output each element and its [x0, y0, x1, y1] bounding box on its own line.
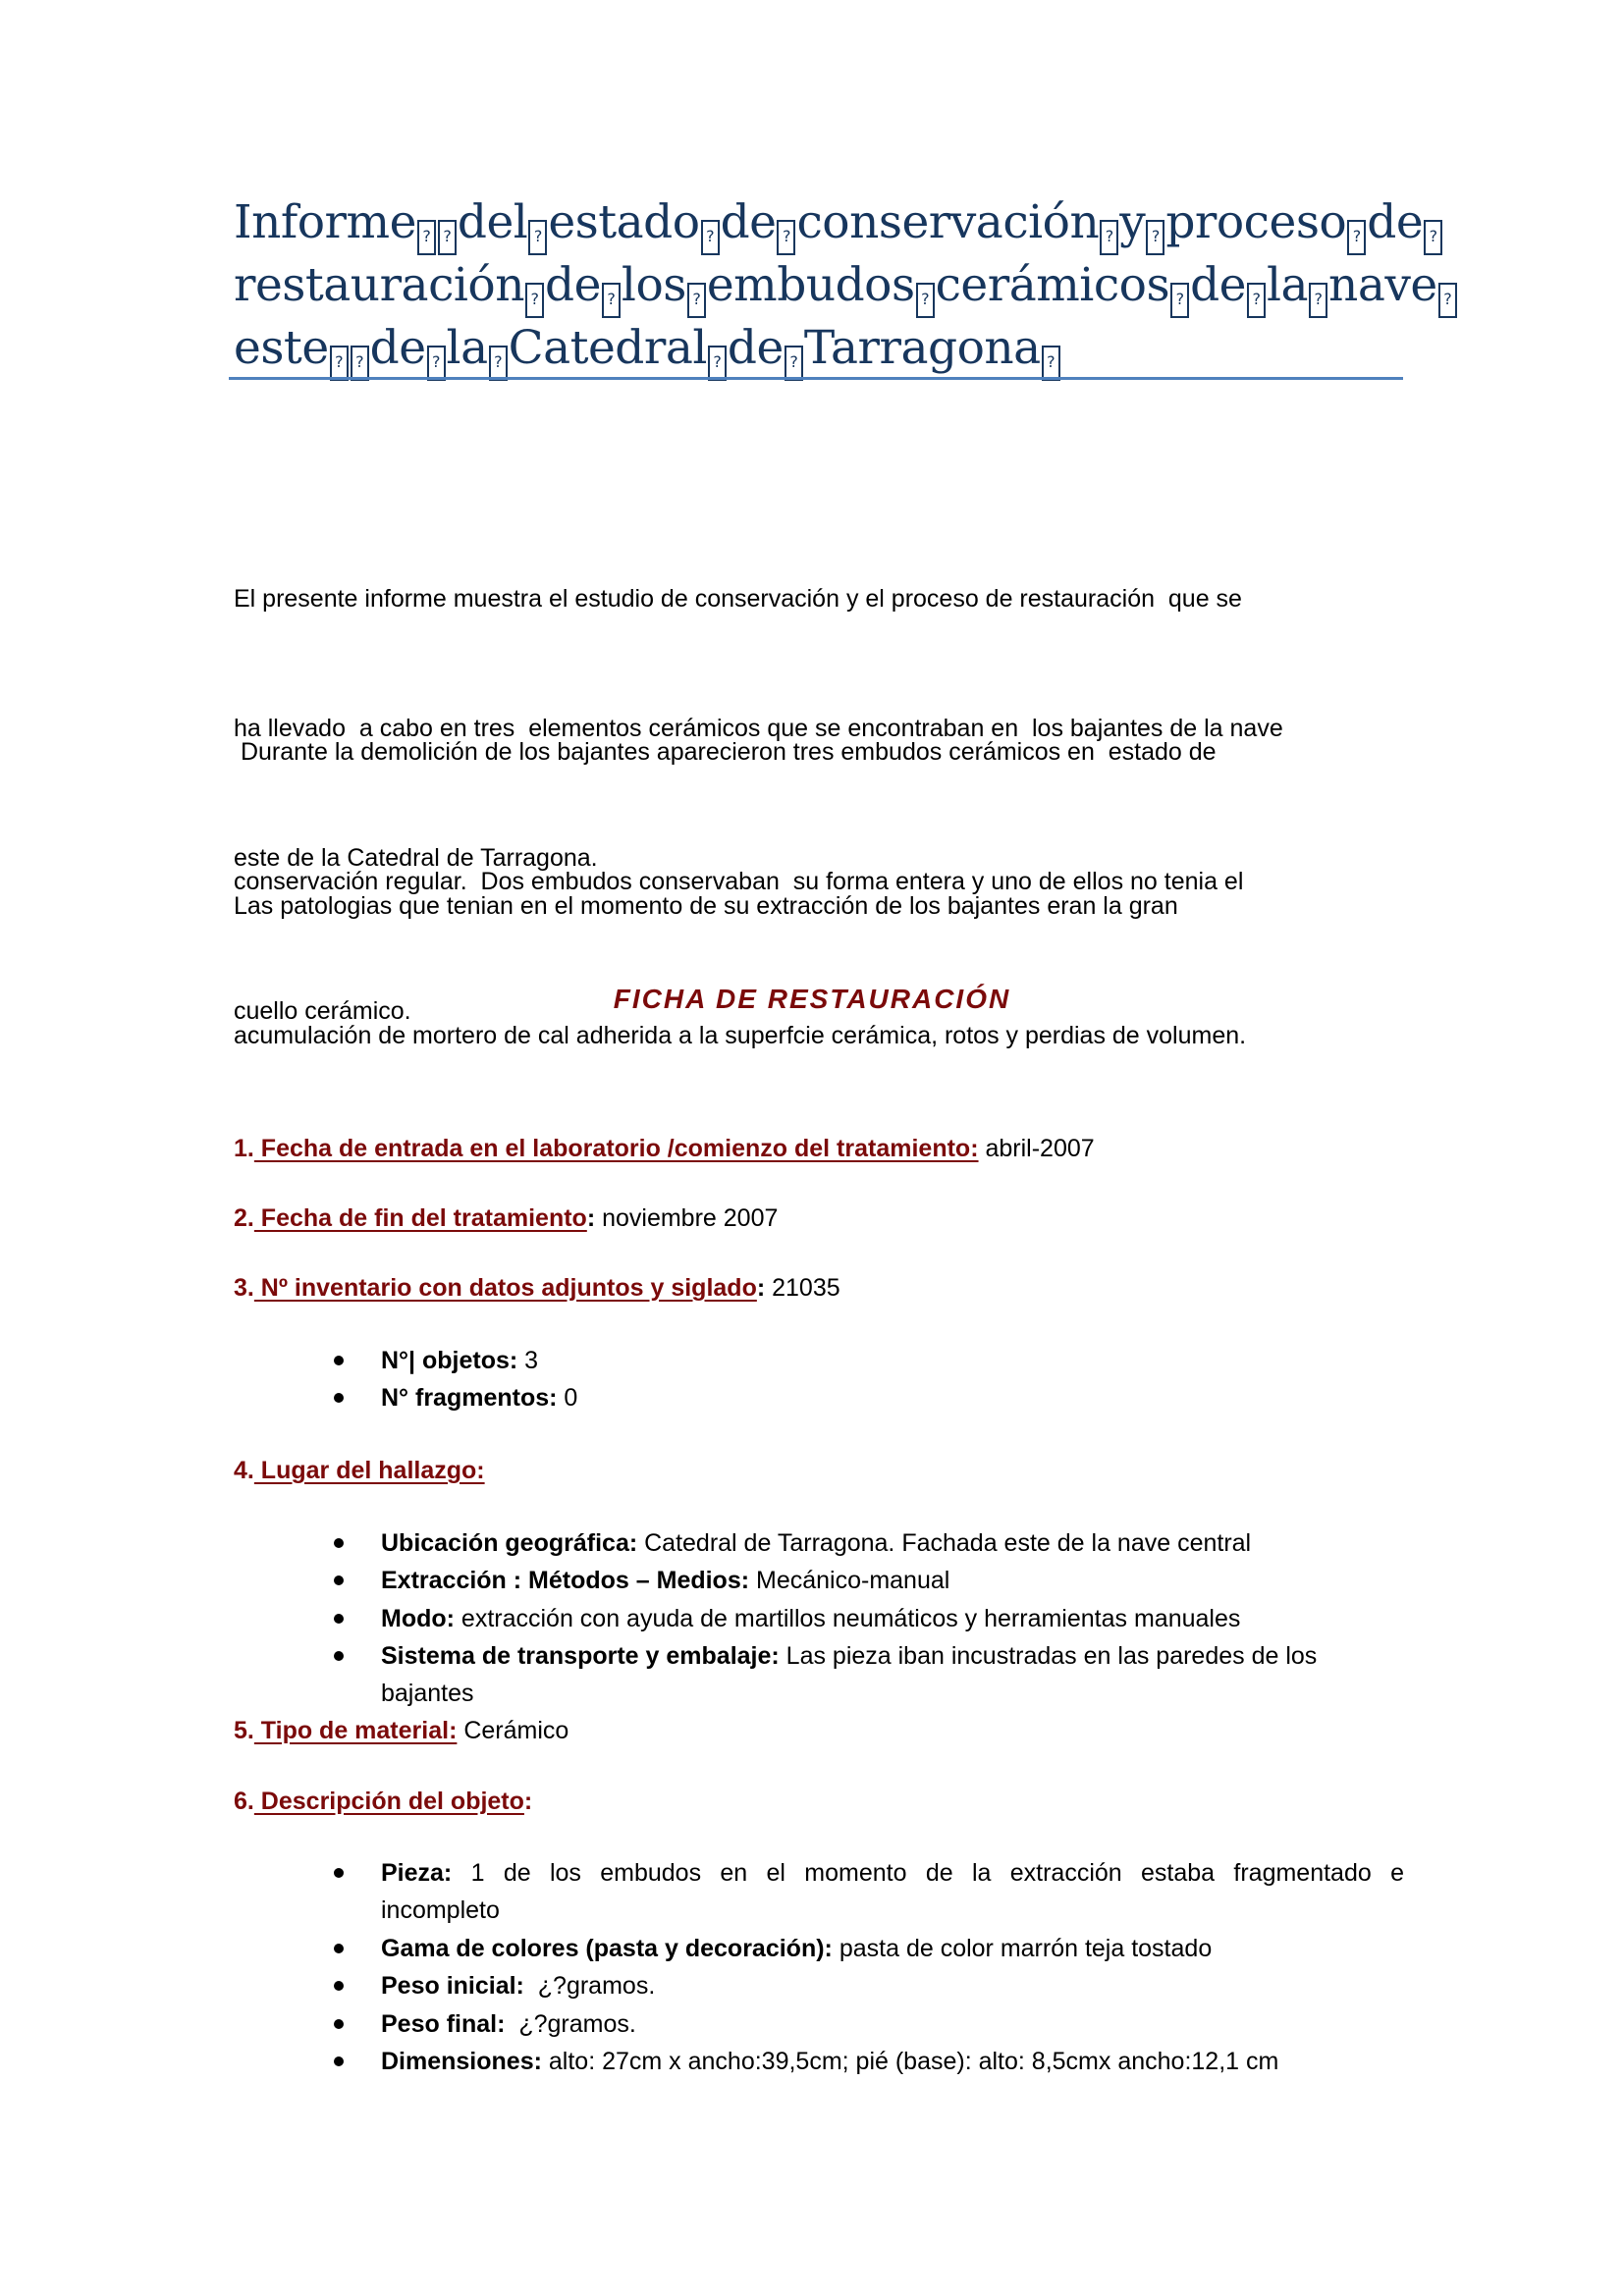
bullet-icon: [334, 1944, 344, 1953]
title-word: Catedral: [508, 321, 707, 375]
title-line-1: [234, 192, 1437, 255]
bullet-item: [334, 2043, 1404, 2080]
bullet-value: ¿?gramos.: [505, 2010, 636, 2038]
bullet-icon: [334, 1538, 344, 1548]
bullet-icon: [334, 1868, 344, 1878]
bullet-key: N° fragmentos:: [381, 1384, 558, 1412]
bullet-key: Extracción : Métodos – Medios:: [381, 1567, 750, 1594]
ficha-item-3: [234, 1270, 840, 1306]
missing-glyph-icon: ?: [777, 220, 795, 255]
paragraph-line: acumulación de mortero de cal adherida a la superfcie cerámica, rotos y perdias de volumen.: [234, 1022, 1247, 1049]
bullet-key: Sistema de transporte y embalaje:: [381, 1642, 780, 1670]
title-word: de: [1190, 258, 1246, 312]
bullet-key: N°| objetos:: [381, 1347, 518, 1374]
missing-glyph-icon: ?: [351, 346, 369, 381]
bullet-icon: [334, 1356, 344, 1365]
missing-glyph-icon: ?: [602, 283, 621, 318]
title-word: de: [720, 195, 777, 249]
section-heading-ficha: FICHA DE RESTAURACIÓN: [613, 984, 1011, 1014]
missing-glyph-icon: ?: [417, 220, 436, 255]
title-word: de: [369, 321, 426, 375]
ficha-item-4: [234, 1453, 485, 1488]
paragraph-line: cuello cerámico.: [234, 997, 411, 1025]
title-word: proceso: [1165, 195, 1347, 249]
bullet-value: ¿?gramos.: [523, 1972, 656, 2000]
item-number: 6.: [234, 1788, 254, 1815]
intro-paragraph-3: [234, 798, 1412, 1144]
missing-glyph-icon: ?: [528, 220, 547, 255]
title-word: estado: [548, 195, 700, 249]
bullet-item: [334, 1600, 1404, 1637]
document-title: [234, 192, 1452, 381]
ficha-item-1: [234, 1131, 1095, 1166]
missing-glyph-icon: ?: [438, 220, 457, 255]
item-number: 3.: [234, 1274, 254, 1302]
missing-glyph-icon: ?: [489, 346, 508, 381]
bullet-key: Modo:: [381, 1605, 455, 1632]
bullet-icon: [334, 1981, 344, 1991]
missing-glyph-icon: ?: [916, 283, 935, 318]
missing-glyph-icon: ?: [1438, 283, 1457, 318]
title-word: conservación: [796, 195, 1100, 249]
bullet-value: Las pieza iban incustradas en las paredes de los: [779, 1642, 1318, 1670]
missing-glyph-icon: ?: [708, 346, 727, 381]
paragraph-line: Las patologias que tenian en el momento de su extracción de los bajantes eran la gran: [234, 892, 1178, 920]
title-line-2: [234, 255, 1452, 318]
title-line-3: [234, 318, 1412, 381]
item-label: Nº inventario con datos adjuntos y siglado: [253, 1274, 757, 1302]
missing-glyph-icon: ?: [687, 283, 706, 318]
missing-glyph-icon: ?: [1170, 283, 1189, 318]
paragraph-line: Durante la demolición de los bajantes aparecieron tres embudos cerámicos en estado de: [234, 738, 1217, 766]
bullet-item: [334, 1524, 1404, 1562]
item-colon: :: [756, 1274, 766, 1302]
bullet-icon: [334, 1614, 344, 1624]
bullet-item: [334, 1854, 1404, 1929]
bullet-value: alto: 27cm x ancho:39,5cm; pié (base): alto: 8,5cmx ancho:12,1 cm: [541, 2048, 1279, 2075]
item-number: 4.: [234, 1457, 254, 1484]
bullet-icon: [334, 1651, 344, 1661]
bullet-item: [334, 1342, 1404, 1379]
bullet-value-continuation: bajantes: [381, 1680, 474, 1707]
title-word: los: [621, 258, 686, 312]
bullet-key: Peso inicial:: [381, 1972, 524, 2000]
title-word: este: [234, 321, 329, 375]
bullet-value: Catedral de Tarragona. Fachada este de la nave central: [637, 1529, 1252, 1557]
item-number: 1.: [234, 1135, 254, 1162]
title-word: embudos: [706, 258, 915, 312]
bullet-icon: [334, 1393, 344, 1403]
bullet-item: [334, 1930, 1404, 1967]
bullet-icon: [334, 2019, 344, 2029]
missing-glyph-icon: ?: [1247, 283, 1266, 318]
item-value: abril-2007: [978, 1135, 1095, 1162]
missing-glyph-icon: ?: [525, 283, 544, 318]
missing-glyph-icon: ?: [1100, 220, 1118, 255]
title-word: y: [1119, 195, 1146, 249]
title-word: Informe: [234, 195, 416, 249]
bullet-icon: [334, 2056, 344, 2066]
bullet-value: pasta de color marrón teja tostado: [832, 1935, 1213, 1962]
item-value: Cerámico: [457, 1717, 569, 1744]
title-word: Tarragona: [803, 321, 1041, 375]
item-label: Lugar del hallazgo:: [253, 1457, 485, 1484]
bullet-value: Mecánico-manual: [749, 1567, 950, 1594]
bullet-item: [334, 2005, 1404, 2043]
item-colon: :: [586, 1204, 596, 1232]
bullet-key: Ubicación geográfica:: [381, 1529, 638, 1557]
missing-glyph-icon: ?: [785, 346, 803, 381]
paragraph-line: este de la Catedral de Tarragona.: [234, 844, 598, 872]
bullet-item: [334, 1637, 1404, 1712]
bullet-key: Peso final:: [381, 2010, 506, 2038]
title-word: de: [1367, 195, 1424, 249]
item-value: noviembre 2007: [595, 1204, 779, 1232]
title-word: de: [545, 258, 601, 312]
missing-glyph-icon: ?: [1146, 220, 1164, 255]
bullet-key: Gama de colores (pasta y decoración):: [381, 1935, 833, 1962]
title-word: la: [446, 321, 488, 375]
ficha-item-5: [234, 1713, 568, 1748]
title-word: restauración: [234, 258, 524, 312]
ficha-item-6: [234, 1784, 532, 1819]
paragraph-line: conservación regular. Dos embudos conservaban su forma entera y uno de ellos no tenia el: [234, 868, 1244, 895]
item-label: Fecha de entrada en el laboratorio /comienzo del tratamiento:: [253, 1135, 979, 1162]
bullet-value: 3: [517, 1347, 539, 1374]
bullet-value-continuation: incompleto: [381, 1896, 500, 1924]
ficha-item-2: [234, 1201, 778, 1236]
missing-glyph-icon: ?: [1309, 283, 1327, 318]
missing-glyph-icon: ?: [1424, 220, 1442, 255]
missing-glyph-icon: ?: [330, 346, 349, 381]
item-number: 5.: [234, 1717, 254, 1744]
title-word: nave: [1328, 258, 1437, 312]
item-value: 21035: [765, 1274, 840, 1302]
bullet-item: [334, 1379, 1404, 1416]
item-number: 2.: [234, 1204, 254, 1232]
item-label: Descripción del objeto: [253, 1788, 524, 1815]
bullet-value: 0: [557, 1384, 578, 1412]
title-word: de: [727, 321, 784, 375]
paragraph-line: ha llevado a cabo en tres elementos cerámicos que se encontraban en los bajantes de la nave: [234, 715, 1283, 742]
item-label: Fecha de fin del tratamiento: [253, 1204, 587, 1232]
missing-glyph-icon: ?: [1042, 346, 1060, 381]
bullet-key: Dimensiones:: [381, 2048, 542, 2075]
paragraph-line: El presente informe muestra el estudio de conservación y el proceso de restauración que se: [234, 585, 1242, 613]
bullet-item: [334, 1562, 1404, 1599]
bullet-item: [334, 1967, 1404, 2004]
bullet-value: 1 de los embudos en el momento de la extracción estaba fragmentado e: [452, 1859, 1404, 1887]
bullet-key: Pieza:: [381, 1859, 453, 1887]
missing-glyph-icon: ?: [701, 220, 720, 255]
title-divider: [229, 377, 1403, 380]
bullet-icon: [334, 1575, 344, 1585]
item-label: Tipo de material:: [253, 1717, 458, 1744]
bullet-value: extracción con ayuda de martillos neumáticos y herramientas manuales: [454, 1605, 1241, 1632]
title-word: la: [1266, 258, 1309, 312]
title-word: del: [457, 195, 528, 249]
item-colon: :: [523, 1788, 533, 1815]
title-word: cerámicos: [935, 258, 1170, 312]
missing-glyph-icon: ?: [1347, 220, 1366, 255]
missing-glyph-icon: ?: [427, 346, 446, 381]
